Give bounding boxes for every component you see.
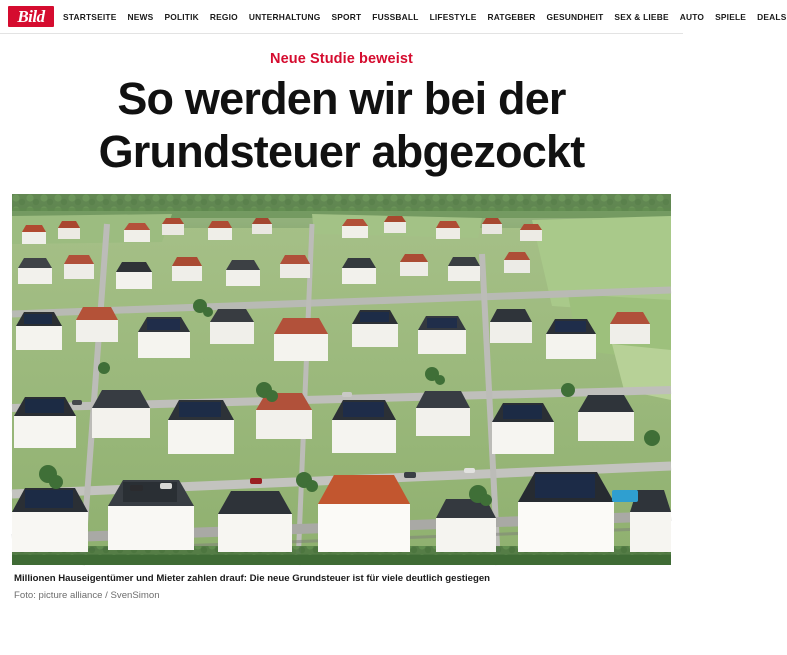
nav-item-lifestyle[interactable]: LIFESTYLE [429, 11, 477, 22]
nav-item-ratgeber[interactable]: RATGEBER [487, 11, 536, 22]
nav-item-gesundheit[interactable]: GESUNDHEIT [546, 11, 604, 22]
page-title [28, 73, 655, 194]
article-figure [12, 194, 671, 603]
nav-item-unterhaltung[interactable]: UNTERHALTUNG [248, 11, 321, 22]
headline-line-2: Grundsteuer abgezockt [98, 125, 585, 177]
nav-item-fussball[interactable]: FUSSBALL [372, 11, 419, 22]
nav-item-politik[interactable]: POLITIK [164, 11, 199, 22]
bild-logo[interactable]: Bild [8, 6, 54, 27]
nav-item-startseite[interactable]: STARTSEITE [63, 11, 117, 22]
caption-text: Millionen Hauseigentümer und Mieter zahlen drauf: Die neue Grundsteuer ist für viele deutlich gestiegen [14, 573, 491, 585]
site-header [0, 0, 787, 34]
article-kicker: Neue Studie beweist [270, 51, 413, 67]
main-navigation [63, 12, 787, 22]
aerial-suburb-illustration [12, 194, 671, 565]
nav-item-news[interactable]: NEWS [127, 11, 154, 22]
nav-item-deals[interactable]: DEALS [757, 11, 787, 22]
hero-image[interactable] [12, 194, 671, 565]
article [0, 51, 683, 603]
nav-item-spiele[interactable]: SPIELE [715, 11, 747, 22]
nav-item-sex-und-liebe[interactable]: SEX & LIEBE [614, 11, 669, 22]
nav-item-regio[interactable]: REGIO [209, 11, 238, 22]
nav-item-auto[interactable]: AUTO [679, 11, 705, 22]
headline-line-1: So werden wir bei der [117, 73, 566, 124]
nav-item-sport[interactable]: SPORT [331, 11, 362, 22]
image-caption [12, 565, 671, 603]
photo-credit: Foto: picture alliance / SvenSimon [14, 590, 160, 602]
